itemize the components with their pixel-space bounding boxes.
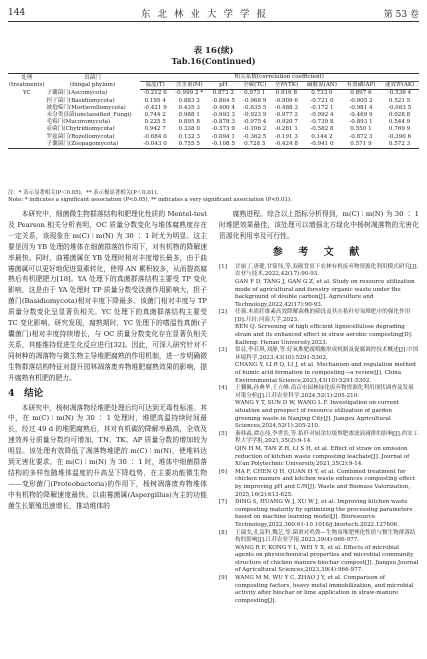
paragraph-discussion: 本研究中，细菌微生物群落结构和肥理化性质的 Mentel-test 及 Pearson 相关分析表明，OC 质量分数变化与堆体腐熟度存在一定关系，该现象在 m(C) ∶ m(N) 为 30 ∶ 1 时尤为明显。这主要是因为 YB 处理的堆体在细菌群落的作用下，对有机物的降解速率最快。同时，曲霉菌属在 YB 处理时相对丰度增长最多，由于曲霉菌属可以更好地促进氮素转化，使得 AN 累积较多，从而提高腐熟后有机肥肥力[18]。YA 处理下的真菌群落结构主要受 TP 变化影响，这是由于 YA 处理时 TP 质量分数受淡漠作用影响大，担子菌门(Basidiomycota)相对丰度下降最多。该菌门相对丰度与 TP 质量分数变化呈显著负相关。YC 处理下的真菌群落结构主要受 TC 变化影响。研究发现，腐熟期时，YC 处理下的嗜温性真菌(子囊菌门)相对丰度持续增长，与 OC 质量分数变化存在显著负相关关系，其能维持促进生化反应进行[32]。因此，可深入研究针对不同树种的凋落物与微生物主导堆肥腐熟的作用机制，进一步明确微生物群落结构特征对提升园林凋落废弃物堆肥腐熟效果的影响，提升腐熟有机肥的肥力。 (8, 210, 207, 382)
reference-item (219, 575, 419, 605)
cell-value: -0.920 7 (274, 119, 298, 126)
cell-value: -0.635 5 (243, 104, 267, 111)
page-number: 144 (8, 8, 26, 18)
cell-value: -0.999 2 * (175, 90, 204, 97)
cell-treatment (8, 126, 46, 133)
reference-item (219, 545, 419, 575)
reference-item (219, 324, 419, 347)
reference-item (219, 279, 419, 309)
th-treatment-cn: 处理 (21, 74, 33, 81)
col-header: 全碳(TC) (239, 82, 271, 90)
cell-treatment (8, 105, 46, 112)
cell-phylum: 毛霉门(Mucoromycota) (46, 119, 111, 126)
cell-value: -0.400 4 (211, 104, 235, 111)
col-header: 全钾(TK) (271, 82, 303, 90)
left-column (8, 209, 207, 512)
reference-number (219, 324, 235, 347)
cell-phylum: 未分类真菌(unclassified_Fungi) (46, 112, 132, 119)
th-genus (46, 74, 140, 90)
reference-text: GAN F D, TANG J, GAN G Z, et al. Study on resource utilization mode of agricultural and forestry organic waste under the background of double carbon[J]. Agriculture and Technology,2022,42(17):90-93. (235, 278, 415, 308)
reference-number: [7] (219, 499, 227, 506)
cell-value: -0.469 9 (349, 112, 373, 119)
cell-treatment (8, 141, 46, 149)
cell-value: -0.536 4 (387, 90, 412, 97)
cell-value: -0.872 3 (349, 133, 373, 140)
cell-value: -0.094 1 (211, 133, 235, 140)
cell-value: -0.977 2 (274, 112, 298, 119)
cell-value: 0.883 2 (178, 97, 200, 104)
table-note (8, 190, 419, 204)
cell-value: -0.281 1 (274, 126, 298, 133)
paragraph-conclusion-cont: 腐熟进程。综合以上指标分析得到，m(C) ∶ m(N) 为 30 ∶ 1 时堆肥效果最佳，该处理可以增强北方绿化中杨树凋落物的无害化资源化利用率及可行性。 (219, 210, 419, 240)
cell-value: -0.362 5 (243, 133, 267, 140)
reference-number (219, 362, 235, 385)
cell-value: 0.132 3 (178, 133, 200, 140)
cell-value: -0.968 9 (243, 97, 267, 104)
cell-value: -0.905 2 (349, 97, 373, 104)
table-title-cn: 表 16(续) (193, 46, 234, 56)
header-rule (8, 21, 419, 22)
cell-value: -0.878 3 (211, 119, 235, 126)
cell-value: 0.873 2 (212, 90, 234, 97)
col-header: 速效钾(AK) (380, 82, 419, 90)
th-group: 相关系数(correlation coefficient) (140, 74, 419, 82)
cell-value: -0.923 9 (243, 112, 267, 119)
cell-treatment (8, 112, 46, 119)
cell-value: 0.728 5 (239, 141, 271, 149)
cell-value: 0.988 1 (178, 112, 200, 119)
reference-text: WANG Y T, SUN D W, WANG L F. Investigation on current situation and prospect of resource utilization of garden greening waste in Nanjing City[J]. Jiangsu Agricultural Sciences,2024,52(1):205-210. (235, 400, 399, 430)
reference-item (219, 347, 419, 362)
cell-phylum: 子囊菌门(Zoopagomycota) (46, 141, 140, 149)
cell-value: -0.941 0 (302, 141, 342, 149)
cell-value: 0.755 5 (171, 141, 208, 149)
cell-value: -0.488 3 (274, 104, 298, 111)
reference-text: DING S, HUANG W J, XU W J, et al. Improving kitchen waste composting maturity by optimizing the processing parameters based on machine learning model[J]. Bioresource Technology,2022,360:61-10.1016/j.biortech.2022.127606. (235, 499, 413, 528)
cell-treatment (8, 134, 46, 141)
reference-text: 王瑞戈,孔益科,魏艺,等.菌剂对鸡粪—生物炭堆肥理化性质与微生物群落结构的影响[J].江苏农业学报,2023,39(4):966-977. (235, 529, 416, 544)
reference-number: [3] (219, 347, 227, 354)
cell-value: 0.769 9 (388, 126, 411, 133)
reference-number: [4] (219, 385, 227, 392)
cell-phylum: 被孢霉门(Mortierellomycota) (46, 104, 126, 111)
cell-value: -0.421 9 (143, 104, 167, 111)
cell-value: 0.733 0 (311, 90, 333, 97)
cell-value: -0.721 0 (310, 97, 334, 104)
cell-value: -0.739 8 (310, 119, 334, 126)
cell-value: -0.212 6 (143, 90, 167, 97)
reference-text: REN Q. Screening of high efficient lignocellulose degrading strain and its enhanced effect in straw aerobic composting[D]. Kaifeng: Henan University,2023. (235, 324, 413, 346)
cell-value: 0.928 8 (388, 112, 411, 119)
reference-item (219, 446, 419, 469)
journal-name: 东 北 林 业 大 学 学 报 (140, 9, 269, 20)
paragraph-conclusion: 本研究中，杨树凋落物经堆肥处理后均可达到无毒性标准。其中，在 m(C) ∶ m(N) 为 30 ∶ 1 处理时，堆肥高温持续时间最长，经过 49 d 的堆肥腐熟后，其对有机碳的降解率最高，全效及速效养分质量分数均可增加，TN、TK、AP 质量分数的增加较为明显。该处理有效降低了凋落物堆肥的 m(C) ∶ m(N)，使堆料达到无害化要求。在 m(C) ∶ m(N) 为 30 ∶ 1 时，堆体中细菌群落结构的多样性随堆体温度的升高呈下降趋势，在主要功能微生物——变形菌门(Proteobacteria)的作用下，杨树凋落废弃物堆体中有机物的降解速度最快。以曲霉菌属(Aspergillus)为主的功能菌生长繁殖迅速增长，推动堆体的 (8, 403, 207, 510)
reference-text: QIN H M, TAN Z H, LI S H, et al. Effect of straw on emission reduction of kitchen waste composting leachate[J]. Journal of Xi'an Polytechnic University,2021,35(2):9-14. (235, 445, 410, 468)
table-row (8, 126, 419, 133)
cell-value: -0.373 9 (211, 126, 235, 133)
note-cn: 注：* 表示显著相关(P＜0.05)，** 表示极显著相关(P＜0.01)。 (8, 190, 162, 196)
note-en: Note: * indicates a significant association (P<0.05), ** indicates a very significant association (P<0.01). (8, 197, 292, 203)
col-header: 碱解氮(AN) (302, 82, 342, 90)
reference-item (219, 362, 419, 385)
reference-number: [1] (219, 263, 227, 270)
cell-value: -0.981 4 (349, 104, 373, 111)
reference-item (219, 431, 419, 446)
reference-text: WANG M M, WU Y C, ZHAO J Y, et al. Comparison of composting factors, heavy metal immobilization, and microbial activity after biochar or lime application in straw-manure composting[J]. (235, 575, 414, 604)
cell-value: -0.390 6 (387, 133, 412, 140)
cell-value: 0.521 5 (388, 97, 411, 104)
cell-value: 0.144 2 (311, 133, 333, 140)
reference-number (219, 446, 235, 469)
cell-phylum: 壶菌门(Chytridiomycota) (46, 126, 115, 133)
cell-value: 0.895 8 (178, 119, 200, 126)
cell-phylum: 担子菌门(Basidiomycota) (46, 97, 115, 104)
col-header: 有效磷(AP) (342, 82, 380, 90)
cell-value: -0.684 0 (143, 133, 167, 140)
cell-value: -0.993 3 (211, 112, 235, 119)
table-row (8, 98, 419, 105)
cell-value: 0.973 1 (244, 90, 266, 97)
col-header: 温度(T) (140, 82, 171, 90)
table-row (8, 105, 419, 112)
cell-value: -0.975 4 (243, 119, 267, 126)
reference-item (219, 309, 419, 324)
cell-treatment: YC (22, 90, 31, 97)
reference-number (219, 545, 235, 575)
cell-value: -0.893 1 (349, 119, 373, 126)
reference-text: WANG R F, KONG Y L, WEI Y X, et al. Effects of microbial agents on physiochemical properties and microbial community structure of chicken manure-biochar compost[J]. Jiangsu Journal of Agricultural Sciences,2023,39(4):966-977. (235, 544, 419, 574)
reference-number: [6] (219, 468, 227, 475)
reference-number: [8] (219, 529, 227, 536)
cell-value: -0.909 6 (274, 97, 298, 104)
cell-value: 0.435 3 (178, 104, 200, 111)
reference-number: [5] (219, 430, 227, 437)
col-header: pH (208, 82, 239, 90)
correlation-table (8, 73, 419, 149)
cell-value: -0.864 5 (211, 97, 235, 104)
references-title: 参 考 文 献 (272, 246, 366, 258)
cell-value: -0.582 8 (310, 126, 334, 133)
table-row (8, 141, 419, 149)
cell-value: 0.544 9 (388, 119, 411, 126)
section-title-conclusion: 4 结论 (8, 387, 44, 399)
cell-value: -0.083 5 (387, 104, 412, 111)
reference-number: [2] (219, 309, 227, 316)
cell-value: 0.195 4 (144, 97, 166, 104)
cell-value: -0.191 3 (274, 133, 298, 140)
reference-item (219, 264, 419, 279)
right-column (219, 209, 419, 605)
cell-phylum: 子囊菌门(Ascomycota) (46, 90, 108, 97)
cell-value: -0.172 1 (310, 104, 334, 111)
reference-text: 王彌佩,孙典华,王立峰.南京市园林绿化废弃物资源化利用现状调查及发展对策分析[J].江苏农业科学,2024,52(1):205-210. (235, 385, 414, 399)
cell-value: -0.424 8 (271, 141, 303, 149)
th-genus-en: (fungal phylum) (69, 81, 116, 88)
reference-text: MA F, CHEN Q H, QUAN H Y, et al. Combined treatment for chicken manure and kitchen waste enhances composting effect by improving pH and C/N[J]. Waste and Biomass Valorization, 2025,16(2):613-625. (235, 468, 415, 498)
reference-text: 常益,李若琪,刘静,等.好氧堆肥腐殖酸形成机制及促腐调控技术概述[J].中国环境科学,2023,43(10):5291-5302. (235, 347, 419, 361)
cell-value: 0.942 7 (144, 126, 166, 133)
table-row (8, 134, 419, 141)
reference-number: [9] (219, 575, 227, 582)
reference-text: 甘丽丁,唐健,甘简伟,等.双碳背景下农林有机废弃物资源化利用模式研究[J].农业与技术,2022,42(17):90-93. (235, 263, 419, 278)
reference-number (219, 400, 235, 430)
cell-value: -0.106 2 (243, 126, 267, 133)
cell-value: 0.572 3 (380, 141, 419, 149)
reference-list (219, 264, 419, 606)
th-treatment-en: (treatments) (9, 81, 45, 88)
reference-item (219, 469, 419, 499)
cell-value: -0.108 5 (208, 141, 239, 149)
table-row (8, 90, 419, 98)
cell-value: 0.897 6 (350, 90, 372, 97)
reference-item (219, 400, 419, 430)
cell-phylum: 罗兹菌门(Rozellomycota) (46, 133, 115, 140)
cell-value: 0.744 2 (144, 112, 166, 119)
page-header (8, 6, 419, 20)
reference-item (219, 499, 419, 529)
table-title-en: Tab.16(Continued) (171, 56, 256, 66)
reference-item (219, 530, 419, 545)
reference-item (219, 385, 419, 400)
reference-number (219, 279, 235, 309)
reference-text: 任强.木质纤维素高效降解菌株的筛选及其在秸秆好氧堆肥中的强化作用[D].开封:河南大学,2023. (235, 309, 411, 323)
cell-value: -0.992 4 (310, 112, 334, 119)
cell-value: 0.571 9 (342, 141, 380, 149)
cell-value: 0.916 8 (275, 90, 298, 97)
cell-value: 0.225 5 (144, 119, 166, 126)
reference-text: CHANG Y, LI R Q, LI J, et al. Mechanism and regulation method of humic acid formation in composting—a review[J]. China Environmental Science,2023,43(10):5291-5302. (235, 362, 416, 384)
cell-value: 0.550 1 (350, 126, 372, 133)
volume-label: 第 53 卷 (383, 9, 419, 20)
th-genus-cn: 真菌门 (84, 74, 101, 81)
th-treatment (8, 74, 46, 90)
cell-value: -0.043 0 (140, 141, 171, 149)
cell-treatment (8, 119, 46, 126)
col-header: 含水量(M) (171, 82, 208, 90)
cell-value: 0.338 0 (178, 126, 200, 133)
cell-treatment (8, 98, 46, 105)
reference-text: 秦韩淼,谭志伟,李世浩,等.秸秆对厨余垃圾堆肥渗滤液减排的影响[J].西安工程大学学报,2021,35(2):9-14. (235, 430, 419, 445)
